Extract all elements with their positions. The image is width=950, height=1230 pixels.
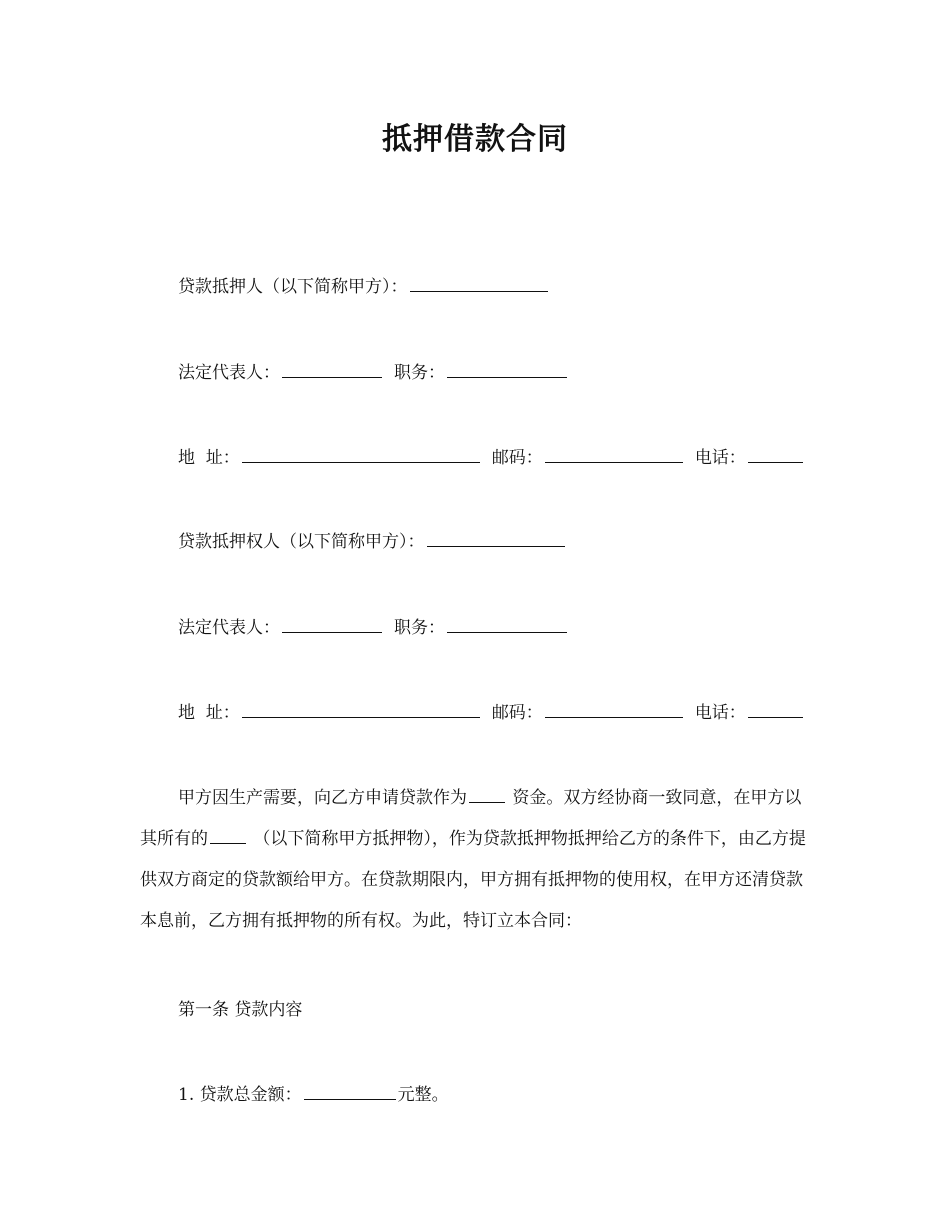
item1-suffix: 元整。	[397, 1085, 449, 1105]
postcode-blank[interactable]	[545, 446, 683, 463]
address-label: 地 址：	[178, 703, 240, 723]
legal-rep-label: 法定代表人：	[178, 618, 280, 638]
collateral-blank[interactable]	[210, 827, 246, 844]
postcode-label: 邮码：	[491, 448, 543, 468]
legal-rep-label: 法定代表人：	[178, 363, 280, 383]
address-line-2	[178, 701, 805, 725]
address-line-1	[178, 446, 805, 470]
position-label: 职务：	[394, 363, 445, 383]
fund-purpose-blank[interactable]	[469, 786, 505, 803]
mortgagor-label: 贷款抵押人（以下简称甲方）：	[178, 277, 408, 297]
phone-label: 电话：	[694, 448, 746, 468]
phone-blank[interactable]	[748, 701, 803, 718]
phone-blank[interactable]	[748, 446, 803, 463]
address-blank[interactable]	[242, 446, 480, 463]
document-title: 抵押借款合同	[382, 122, 568, 157]
position-label: 职务：	[394, 618, 445, 638]
preamble-paragraph	[140, 778, 810, 942]
item1-line	[178, 1083, 449, 1107]
postcode-label: 邮码：	[491, 703, 543, 723]
legal-rep-line-2	[178, 616, 569, 640]
mortgagee-line	[178, 530, 567, 554]
legal-rep-blank[interactable]	[282, 361, 382, 378]
loan-amount-blank[interactable]	[304, 1083, 396, 1100]
position-blank[interactable]	[447, 361, 567, 378]
preamble-text-1: 甲方因生产需要，向乙方申请贷款作为	[178, 788, 467, 808]
preamble-text-2: 资金。双方经协商一致同意，在甲方以其所有的	[140, 788, 802, 849]
mortgagor-line	[178, 275, 550, 299]
legal-rep-line-1	[178, 361, 569, 385]
mortgagee-blank[interactable]	[427, 530, 565, 547]
position-blank[interactable]	[447, 616, 567, 633]
address-blank[interactable]	[242, 701, 480, 718]
mortgagee-label: 贷款抵押权人（以下简称甲方）：	[178, 532, 425, 552]
address-label: 地 址：	[178, 448, 240, 468]
mortgagor-blank[interactable]	[410, 275, 548, 292]
legal-rep-blank[interactable]	[282, 616, 382, 633]
postcode-blank[interactable]	[545, 701, 683, 718]
article1-heading: 第一条 贷款内容	[178, 1000, 303, 1020]
preamble-text-3: （以下简称甲方抵押物），作为贷款抵押物抵押给乙方的条件下，由乙方提供双方商定的贷款额给甲方。在贷款期限内，甲方拥有抵押物的使用权，在甲方还清贷款本息前，乙方拥有抵押物的所有权。为此，特订立本合同：	[140, 829, 806, 931]
phone-label: 电话：	[694, 703, 746, 723]
item1-label: 1. 贷款总金额：	[178, 1085, 302, 1105]
